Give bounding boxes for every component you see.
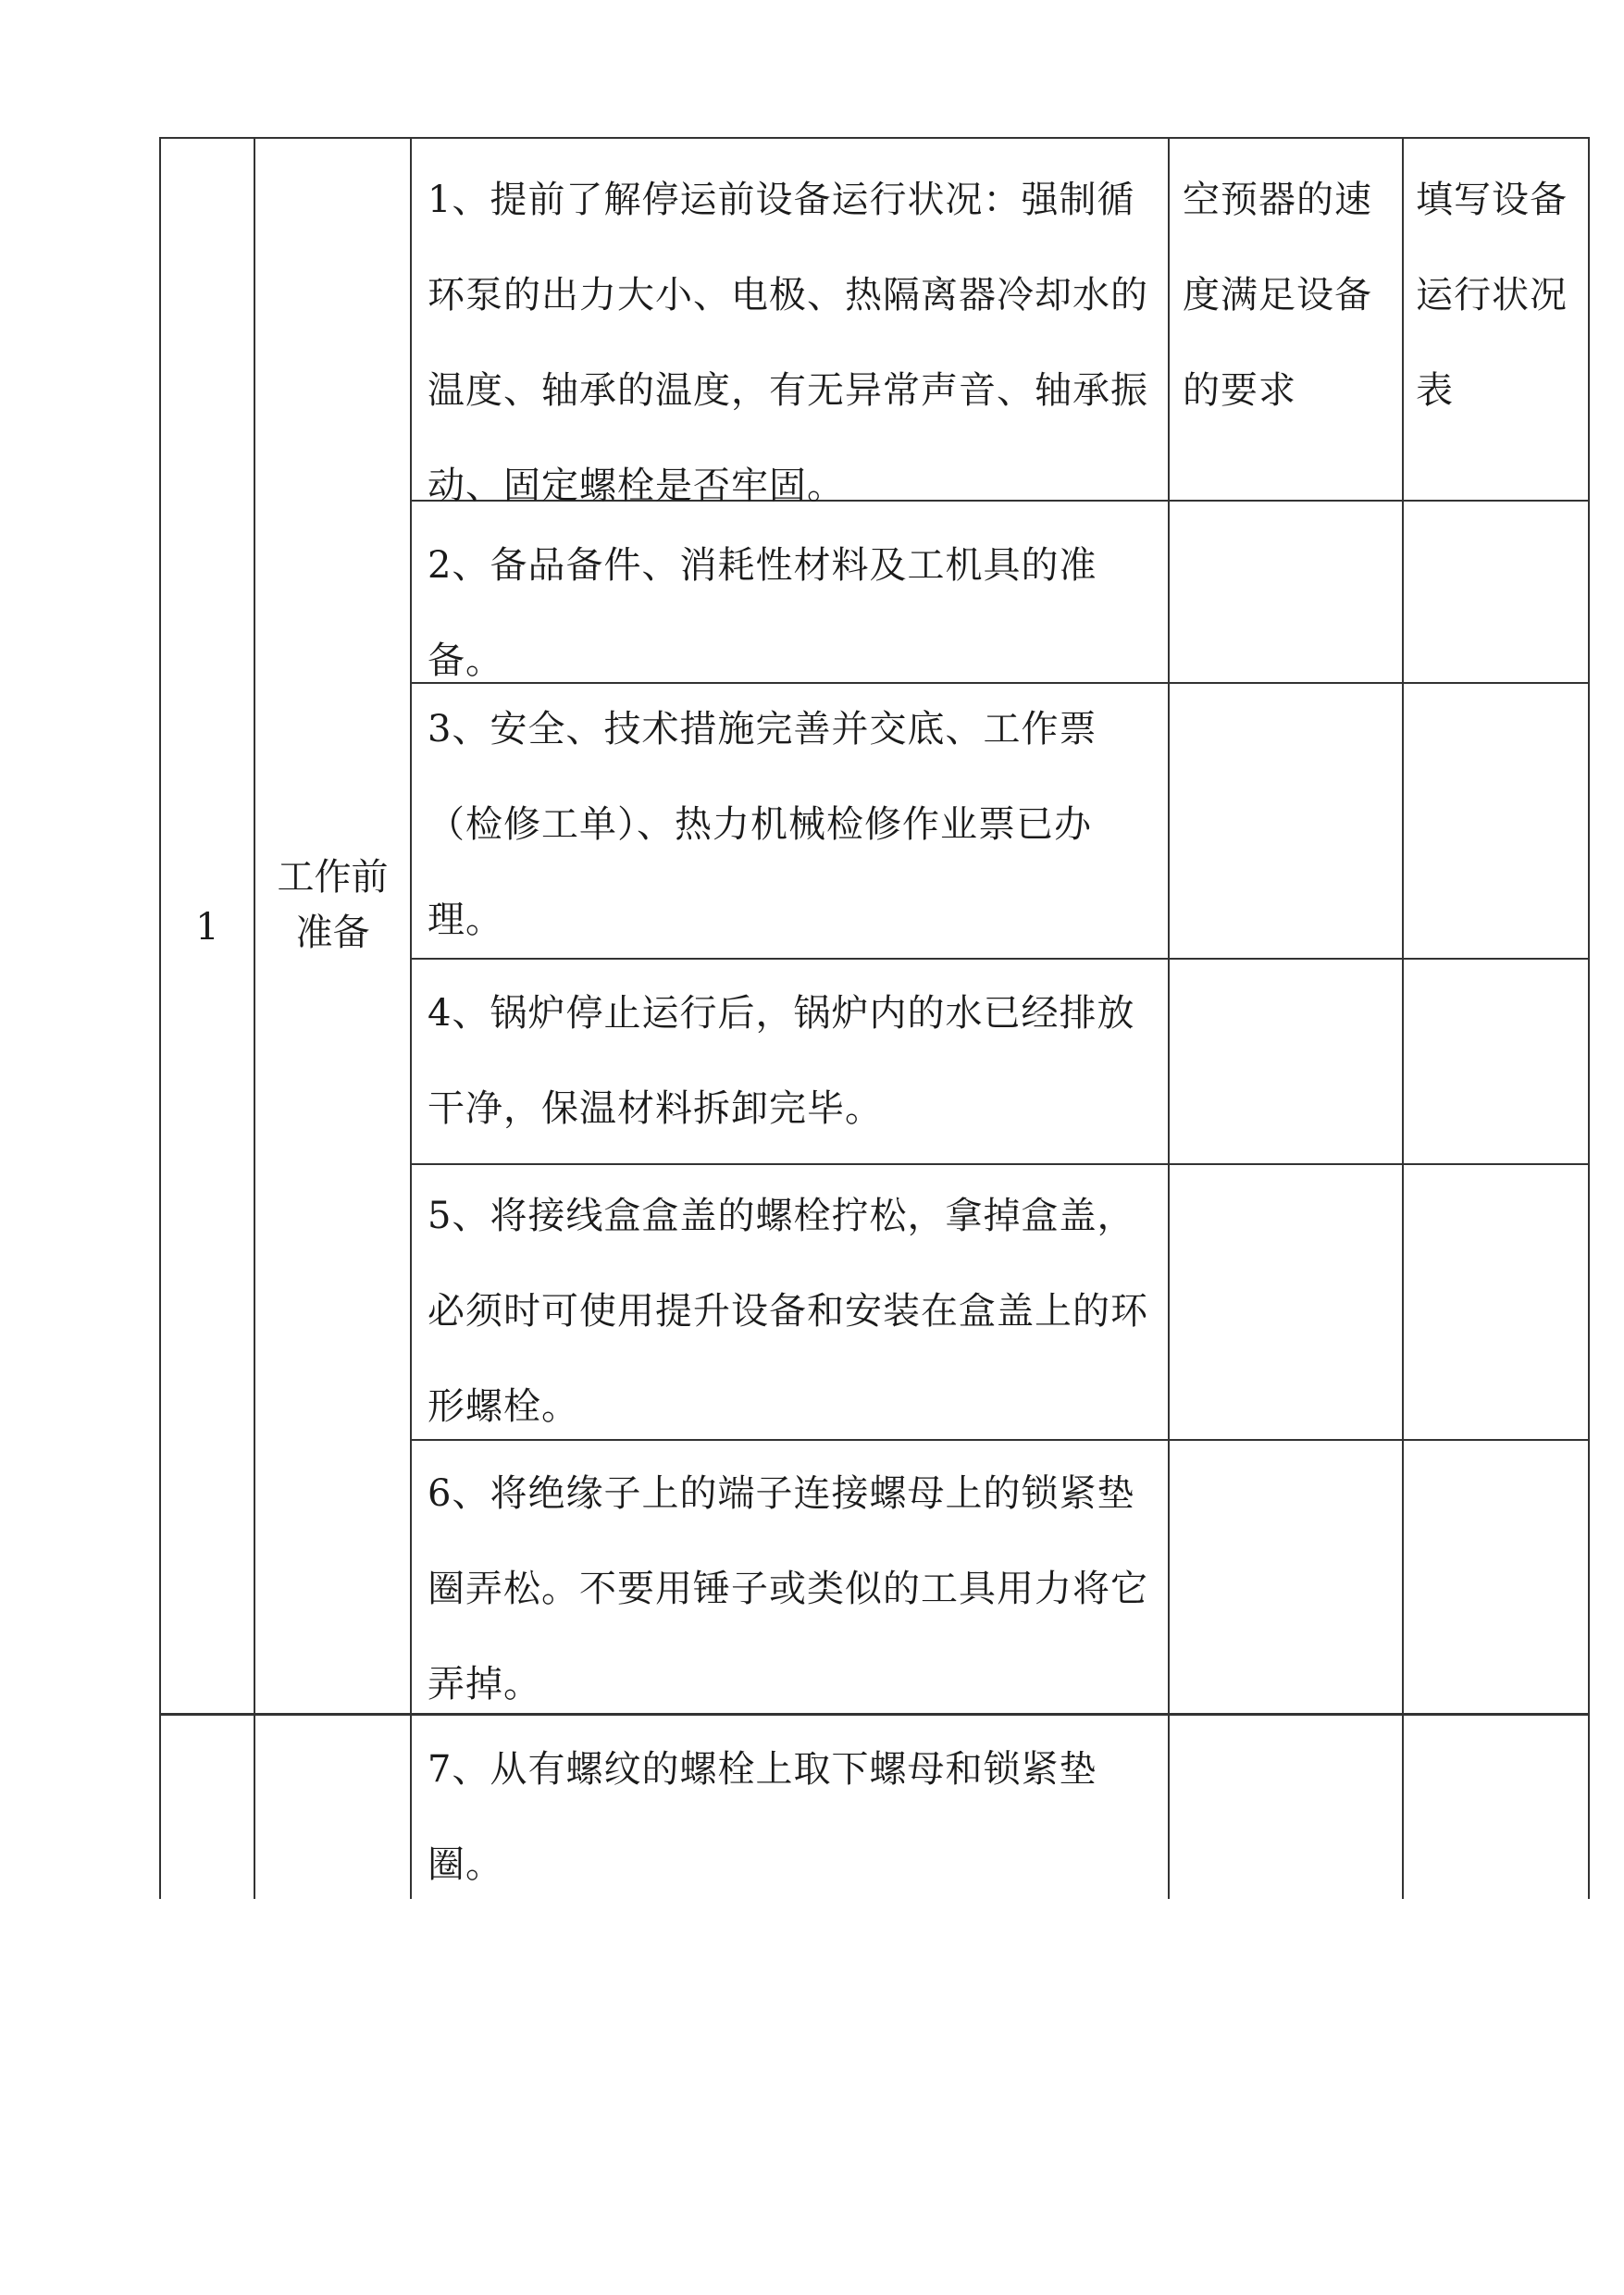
phase-label: [257, 1758, 408, 1806]
column-border: [410, 137, 412, 1899]
phase-label: [257, 853, 408, 964]
step-text: 6、将绝缘子上的端子连接螺母上的锁紧垫圈弄松。不要用锤子或类似的工具用力将它弄掉。: [428, 1472, 1148, 1706]
row-number: 1: [195, 906, 219, 949]
step-text: 2、备品备件、消耗性材料及工机具的准备。: [428, 544, 1097, 682]
step-record: 填写设备运行状况表: [1416, 179, 1568, 412]
step-text: 7、从有螺纹的螺栓上取下螺母和锁紧垫圈。: [428, 1748, 1097, 1886]
step-standard: 空预器的速度满足设备的要求: [1183, 179, 1372, 412]
table-top-border: [159, 137, 1590, 139]
row-divider: [410, 1163, 1590, 1165]
column-border: [254, 137, 255, 1899]
column-border: [1588, 137, 1590, 1899]
step-text: 5、将接线盒盒盖的螺栓拧松，拿掉盒盖，必须时可使用提升设备和安装在盒盖上的环形螺栓。: [428, 1195, 1148, 1428]
column-border: [1168, 137, 1170, 1899]
row-number: [163, 1758, 252, 1806]
column-border: [1402, 137, 1404, 1899]
phase-label-line1: 工作前: [277, 856, 389, 899]
column-border: [159, 137, 161, 1899]
phase-label-line2: 准备: [295, 912, 370, 954]
step-text: 1、提前了解停运前设备运行状况：强制循环泵的出力大小、电极、热隔离器冷却水的温度、轴承的温度，有无异常声音、轴承振动、固定螺栓是否牢固。: [428, 179, 1148, 507]
step-text: 4、锅炉停止运行后，锅炉内的水已经排放干净，保温材料拆卸完毕。: [428, 992, 1135, 1130]
step-text: 3、安全、技术措施完善并交底、工作票（检修工单）、热力机械检修作业票已办理。: [428, 708, 1097, 941]
